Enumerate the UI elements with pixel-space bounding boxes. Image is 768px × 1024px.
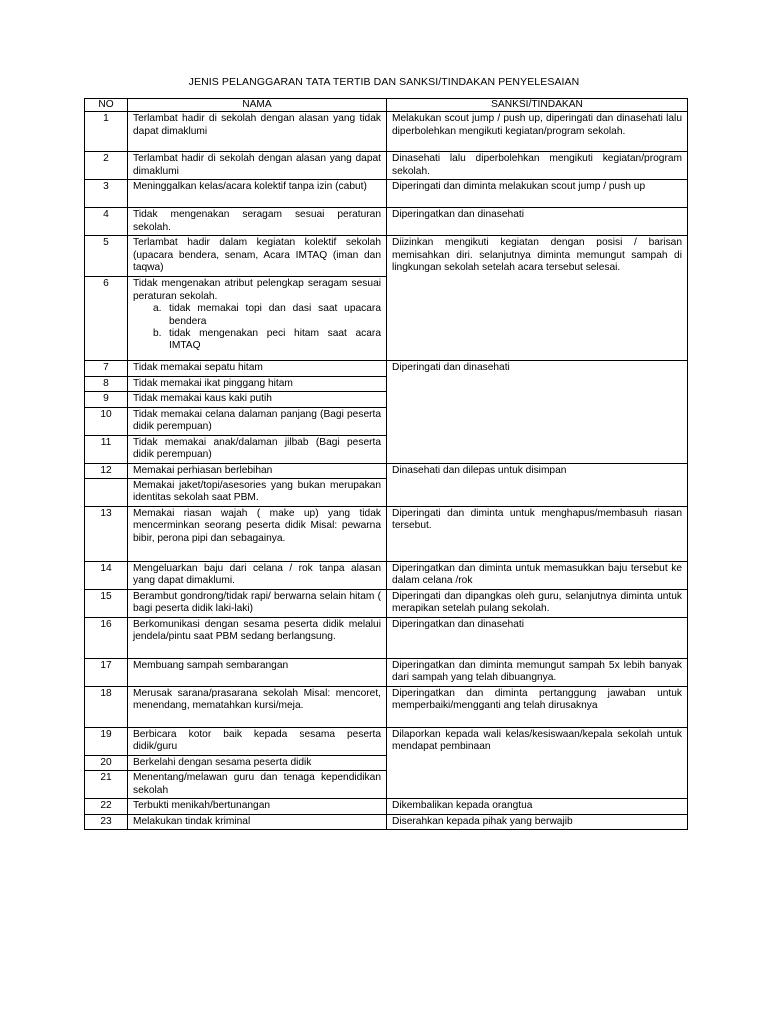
violation-name: Tidak memakai celana dalaman panjang (Bagi peserta didik perempuan) xyxy=(128,407,387,435)
violation-name: Tidak memakai kaus kaki putih xyxy=(128,392,387,407)
row-number: 17 xyxy=(85,659,128,687)
row-number: 5 xyxy=(85,236,128,277)
violation-name: Terlambat hadir di sekolah dengan alasan yang tidak dapat dimaklumi xyxy=(128,112,387,152)
table-row xyxy=(85,180,688,208)
row-number: 16 xyxy=(85,618,128,659)
table-row xyxy=(85,618,688,659)
violations-table xyxy=(84,98,688,830)
violation-name: Tidak memakai sepatu hitam xyxy=(128,361,387,376)
violation-name: Berambut gondrong/tidak rapi/ berwarna selain hitam ( bagi peserta didik laki-laki) xyxy=(128,590,387,618)
sanction-text: Diperingatkan dan diminta untuk memasukkan baju tersebut ke dalam celana /rok xyxy=(387,562,688,590)
sanction-text: Diperingati dan diminta untuk menghapus/membasuh riasan tersebut. xyxy=(387,507,688,562)
violation-name: Terbukti menikah/bertunangan xyxy=(128,799,387,814)
sub-item xyxy=(133,303,381,328)
violation-name: Terlambat hadir di sekolah dengan alasan yang dapat dimaklumi xyxy=(128,152,387,180)
sanction-text: Diperingatkan dan diminta memungut sampah 5x lebih banyak dari sampah yang telah dibuangnya. xyxy=(387,659,688,687)
table-row xyxy=(85,728,688,756)
row-number xyxy=(85,479,128,507)
row-number: 23 xyxy=(85,814,128,829)
table-row xyxy=(85,361,688,376)
sub-item xyxy=(133,328,381,353)
table-row xyxy=(85,236,688,277)
violation-name: Berkelahi dengan sesama peserta didik xyxy=(128,756,387,771)
sub-item-marker: a. xyxy=(153,303,162,315)
sanction-text: Diserahkan kepada pihak yang berwajib xyxy=(387,814,688,829)
sanction-text: Dinasehati dan dilepas untuk disimpan xyxy=(387,463,688,506)
table-row xyxy=(85,799,688,814)
violation-name: Memakai jaket/topi/asesories yang bukan merupakan identitas sekolah saat PBM. xyxy=(128,479,387,507)
table-row xyxy=(85,562,688,590)
violation-name: Berkomunikasi dengan sesama peserta didik melalui jendela/pintu saat PBM sedang berlangsung. xyxy=(128,618,387,659)
violation-name: Tidak mengenakan seragam sesuai peraturan sekolah. xyxy=(128,208,387,236)
violation-name: Merusak sarana/prasarana sekolah Misal: mencoret, menendang, mematahkan kursi/meja. xyxy=(128,687,387,728)
sanction-text: Diperingatkan dan diminta pertanggung jawaban untuk memperbaiki/mengganti ang telah dirusaknya xyxy=(387,687,688,728)
row-number: 19 xyxy=(85,728,128,756)
row-number: 13 xyxy=(85,507,128,562)
sub-item-text: tidak mengenakan peci hitam saat acara IMTAQ xyxy=(169,328,381,352)
row-number: 20 xyxy=(85,756,128,771)
row-number: 12 xyxy=(85,463,128,478)
violation-name: Memakai riasan wajah ( make up) yang tidak mencerminkan seorang peserta didik Misal: pewarna bibir, perona pipi dan sebagainya. xyxy=(128,507,387,562)
violation-name: Memakai perhiasan berlebihan xyxy=(128,463,387,478)
sanction-text: Diperingati dan dipangkas oleh guru, selanjutnya diminta untuk merapikan setelah pulang sekolah. xyxy=(387,590,688,618)
row-number: 4 xyxy=(85,208,128,236)
sanction-text: Diperingatkan dan dinasehati xyxy=(387,618,688,659)
table-row xyxy=(85,463,688,478)
violation-name: Menentang/melawan guru dan tenaga kependidikan sekolah xyxy=(128,771,387,799)
table-row xyxy=(85,814,688,829)
table-row xyxy=(85,687,688,728)
table-row xyxy=(85,208,688,236)
sanction-text: Dinasehati lalu diperbolehkan mengikuti kegiatan/program sekolah. xyxy=(387,152,688,180)
violation-name: Tidak memakai anak/dalaman jilbab (Bagi peserta didik perempuan) xyxy=(128,435,387,463)
header-no: NO xyxy=(85,99,128,112)
document-title: JENIS PELANGGARAN TATA TERTIB DAN SANKSI/TINDAKAN PENYELESAIAN xyxy=(188,76,580,88)
table-row xyxy=(85,590,688,618)
violation-name xyxy=(128,277,387,361)
row-number: 11 xyxy=(85,435,128,463)
header-sanksi: SANKSI/TINDAKAN xyxy=(387,99,688,112)
row-number: 10 xyxy=(85,407,128,435)
row-number: 21 xyxy=(85,771,128,799)
table-row xyxy=(85,152,688,180)
violation-name: Melakukan tindak kriminal xyxy=(128,814,387,829)
sanction-text-merged: Diizinkan mengikuti kegiatan dengan posisi / barisan memisahkan diri. selanjutnya diminta memungut sampah di lingkungan sekolah setelah acara tersebut selesai. xyxy=(387,236,688,361)
row-number: 18 xyxy=(85,687,128,728)
table-header-row xyxy=(85,99,688,112)
sub-item-text: tidak memakai topi dan dasi saat upacara bendera xyxy=(169,303,381,327)
sanction-text: Diperingatkan dan dinasehati xyxy=(387,208,688,236)
sanction-text: Melakukan scout jump / push up, diperingati dan dinasehati lalu diperbolehkan mengikuti kegiatan/program sekolah. xyxy=(387,112,688,152)
violation-name: Berbicara kotor baik kepada sesama peserta didik/guru xyxy=(128,728,387,756)
sanction-text: Diperingati dan diminta melakukan scout jump / push up xyxy=(387,180,688,208)
row-number: 22 xyxy=(85,799,128,814)
table-row xyxy=(85,507,688,562)
sanction-text-merged: Diperingati dan dinasehati xyxy=(387,361,688,463)
row-number: 14 xyxy=(85,562,128,590)
row-number: 3 xyxy=(85,180,128,208)
row-number: 2 xyxy=(85,152,128,180)
row-number: 9 xyxy=(85,392,128,407)
violation-name: Terlambat hadir dalam kegiatan kolektif sekolah (upacara bendera, senam, Acara IMTAQ (iman dan taqwa) xyxy=(128,236,387,277)
violation-name-main: Tidak mengenakan atribut pelengkap seragam sesuai peraturan sekolah. xyxy=(133,278,381,302)
violation-name: Mengeluarkan baju dari celana / rok tanpa alasan yang dapat dimaklumi. xyxy=(128,562,387,590)
header-nama: NAMA xyxy=(128,99,387,112)
sub-item-marker: b. xyxy=(153,328,162,340)
table-row xyxy=(85,659,688,687)
violation-name: Meninggalkan kelas/acara kolektif tanpa izin (cabut) xyxy=(128,180,387,208)
sanction-text: Dikembalikan kepada orangtua xyxy=(387,799,688,814)
table-row xyxy=(85,112,688,152)
sanction-text-merged: Dilaporkan kepada wali kelas/kesiswaan/kepala sekolah untuk mendapat pembinaan xyxy=(387,728,688,799)
violation-name: Membuang sampah sembarangan xyxy=(128,659,387,687)
row-number: 6 xyxy=(85,277,128,361)
row-number: 15 xyxy=(85,590,128,618)
row-number: 8 xyxy=(85,376,128,391)
row-number: 1 xyxy=(85,112,128,152)
row-number: 7 xyxy=(85,361,128,376)
violation-name: Tidak memakai ikat pinggang hitam xyxy=(128,376,387,391)
